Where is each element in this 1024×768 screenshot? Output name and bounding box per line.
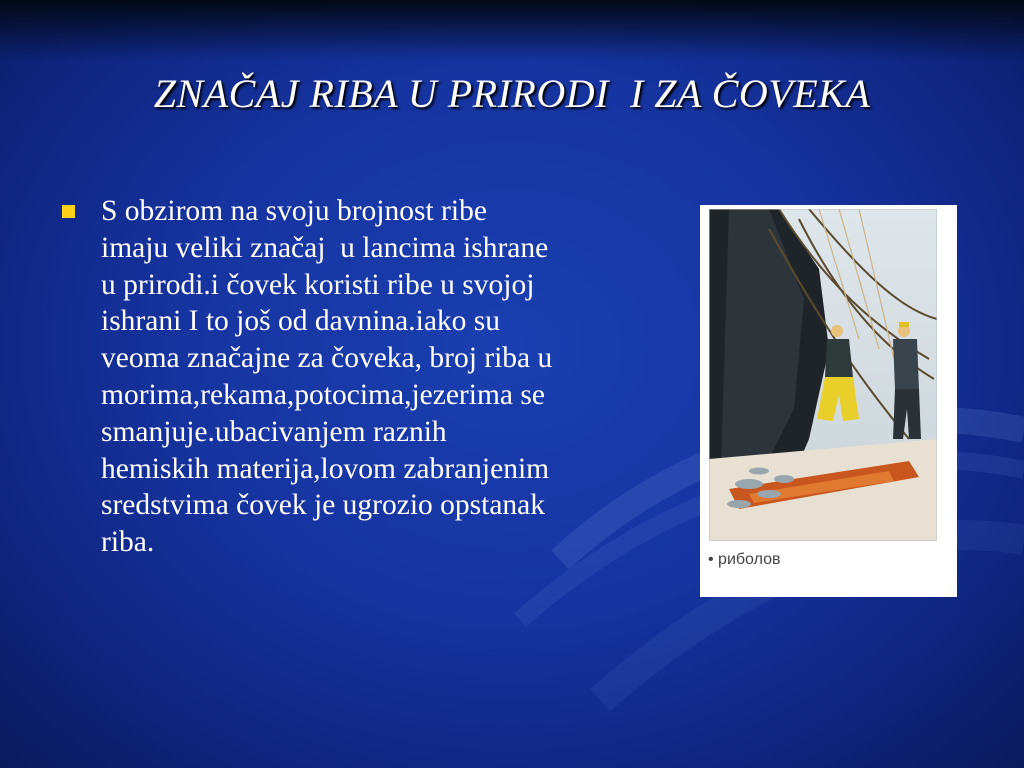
photo-caption: • риболов: [708, 551, 781, 568]
fishing-photo-card: [700, 205, 957, 597]
bullet-item: [62, 193, 662, 561]
bullet-text: S obzirom na svoju brojnost ribe imaju veliki značaj u lancima ishrane u prirodi.i čovek koristi ribe u svojoj ishrani I to još od davnina.iako su veoma značajne za čoveka, broj riba u morima,rekama,potocima,jezerima se smanjuje.ubacivanjem raznih hemiskih materija,lovom zabranjenim sredstvima čovek je ugrozio opstanak riba.: [101, 195, 553, 559]
slide-title: ZNAČAJ RIBA U PRIRODI I ZA ČOVEKA: [153, 71, 871, 116]
fishing-photo: [709, 209, 937, 541]
square-bullet-icon: [62, 205, 75, 218]
